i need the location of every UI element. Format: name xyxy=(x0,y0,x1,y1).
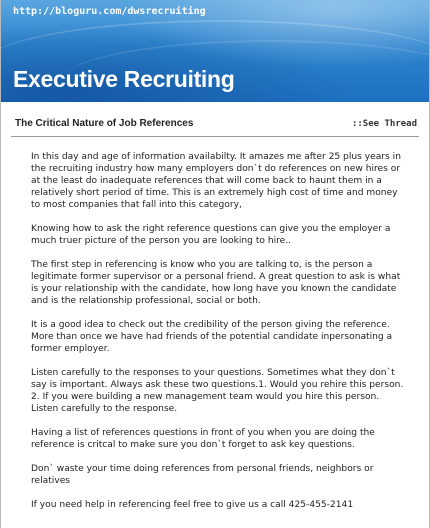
post-paragraph: In this day and age of information availabilty. It amazes me after 25 plus years in the recruiting industry how many employers don`t do references on new hires or at the least do inadequate references that will come back to haunt them in a relatively short period of time. This is an extremely high cost of time and money to most companies that fall into this category, xyxy=(31,152,401,210)
post-paragraph: The first step in referencing is know who you are talking to, is the person a legitimate former supervisor or a personal friend. A great question to ask is what is your relationship with the candidate, how long have you known the candidate and is the relationship professional, social or both. xyxy=(31,260,401,306)
see-thread-link[interactable]: ::See Thread xyxy=(351,119,417,129)
post-paragraph: Knowing how to ask the right reference questions can give you the employer a much truer picture of the person you are looking to hire.. xyxy=(31,224,391,246)
post-header xyxy=(11,114,419,137)
post-paragraph: If you need help in referencing feel free to give us a call 425-455-2141 xyxy=(31,500,354,510)
post-body xyxy=(31,151,407,511)
site-url-link[interactable]: http://bloguru.com/dwsrecruiting xyxy=(13,6,206,17)
post-paragraph: Listen carefully to the responses to your questions. Sometimes what they don`t say is important. Always ask these two questions.1. Would you rehire this person. 2. If you were building a new management team would you hire this person. Listen carefully to the response. xyxy=(31,368,404,414)
post-paragraph: Don` waste your time doing references from personal friends, neighbors or relatives xyxy=(31,464,374,486)
post-paragraph: It is a good idea to check out the credibility of the person giving the reference. More than once we have had friends of the potential candidate inpersonating a former employer. xyxy=(31,320,393,354)
post-title: The Critical Nature of Job References xyxy=(15,118,194,129)
site-title[interactable]: Executive Recruiting xyxy=(13,66,235,92)
header-banner xyxy=(1,0,429,102)
post-paragraph: Having a list of references questions in front of you when you are doing the reference is critcal to make sure you don`t forget to ask key questions. xyxy=(31,428,375,450)
